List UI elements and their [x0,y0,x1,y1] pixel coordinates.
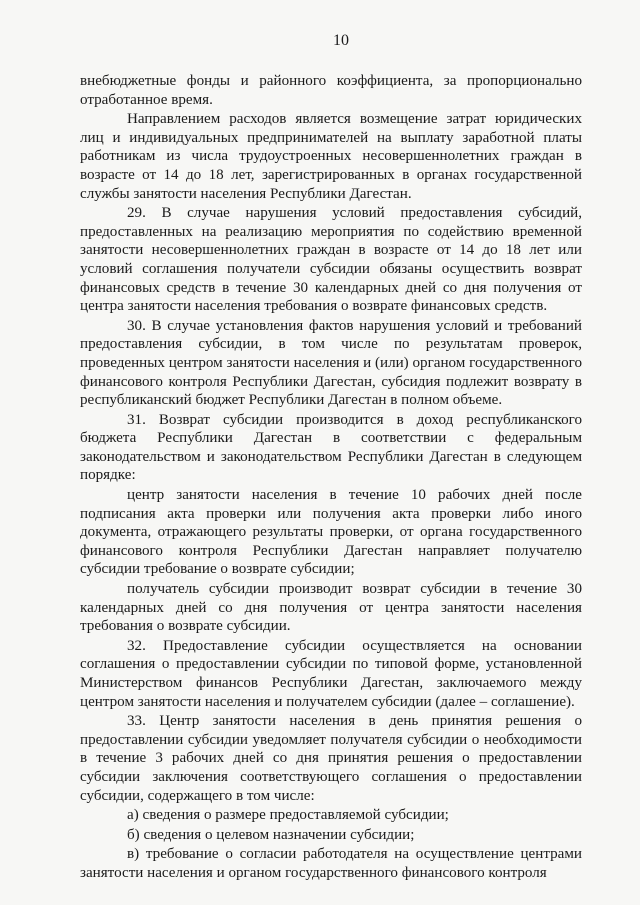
list-item-a: а) сведения о размере предоставляемой субсидии; [127,807,449,824]
paragraph-recipient-return: получатель субсидии производит возврат субсидии в течение 30 календарных дней со дня получения от центра занятости населения требования о возврате субсидии. [80,581,582,635]
paragraph-clause-29: 29. В случае нарушения условий предоставления субсидий, предоставленных на реализацию мероприятия по содействию временной занятости несовершеннолетних граждан в возрасте от 14 до 18 лет или условий соглашения получатели субсидии обязаны осуществить возврат финансовых средств в течение 30 календарных дней со дня получения от центра занятости населения требования о возврате финансовых средств. [80,205,582,315]
paragraph-clause-31: 31. Возврат субсидии производится в доход республиканского бюджета Республики Дагестан в соответствии с федеральным законодательством и законодательством Республики Дагестан в следующем порядке: [80,411,582,484]
list-item-v: в) требование о согласии работодателя на осуществление центрами занятости населения и органом государственного финансового контроля [80,846,582,881]
paragraph-employment-center-notice: центр занятости населения в течение 10 рабочих дней после подписания акта проверки или получения акта проверки либо иного документа, отражающего результаты проверки, от органа государственного финансового контроля Республики Дагестан направляет получателю субсидии требование о возврате субсидии; [80,487,582,578]
paragraph-clause-32: 32. Предоставление субсидии осуществляется на основании соглашения о предоставлении субсидии по типовой форме, установленной Министерством финансов Республики Дагестан, заключаемого между центром занятости населения и получателем субсидии (далее – соглашение). [80,637,582,710]
paragraph-clause-33: 33. Центр занятости населения в день принятия решения о предоставлении субсидии уведомляет получателя субсидии о необходимости в течение 3 рабочих дней со дня принятия решения о предоставлении субсидии заключения соответствующего соглашения о предоставлении субсидии, содержащего в том числе: [80,713,582,804]
list-item-b: б) сведения о целевом назначении субсидии; [127,826,415,843]
paragraph-fonds-continuation: внебюджетные фонды и районного коэффициента, за пропорционально отработанное время. [80,73,582,108]
paragraph-clause-30: 30. В случае установления фактов нарушения условий и требований предоставления субсидии, в том числе по результатам проверок, проведенных центром занятости населения и (или) органом государственного финансового контроля Республики Дагестан, субсидия подлежит возврату в республиканский бюджет Республики Дагестан в полном объеме. [80,317,582,409]
page-number: 10 [333,32,349,49]
paragraph-expense-direction: Направлением расходов является возмещение затрат юридических лиц и индивидуальных предпринимателей на выплату заработной платы работникам из числа трудоустроенных несовершеннолетних граждан в возрасте от 14 до 18 лет, зарегистрированных в органах государственной службы занятости населения Республики Дагестан. [80,111,582,202]
